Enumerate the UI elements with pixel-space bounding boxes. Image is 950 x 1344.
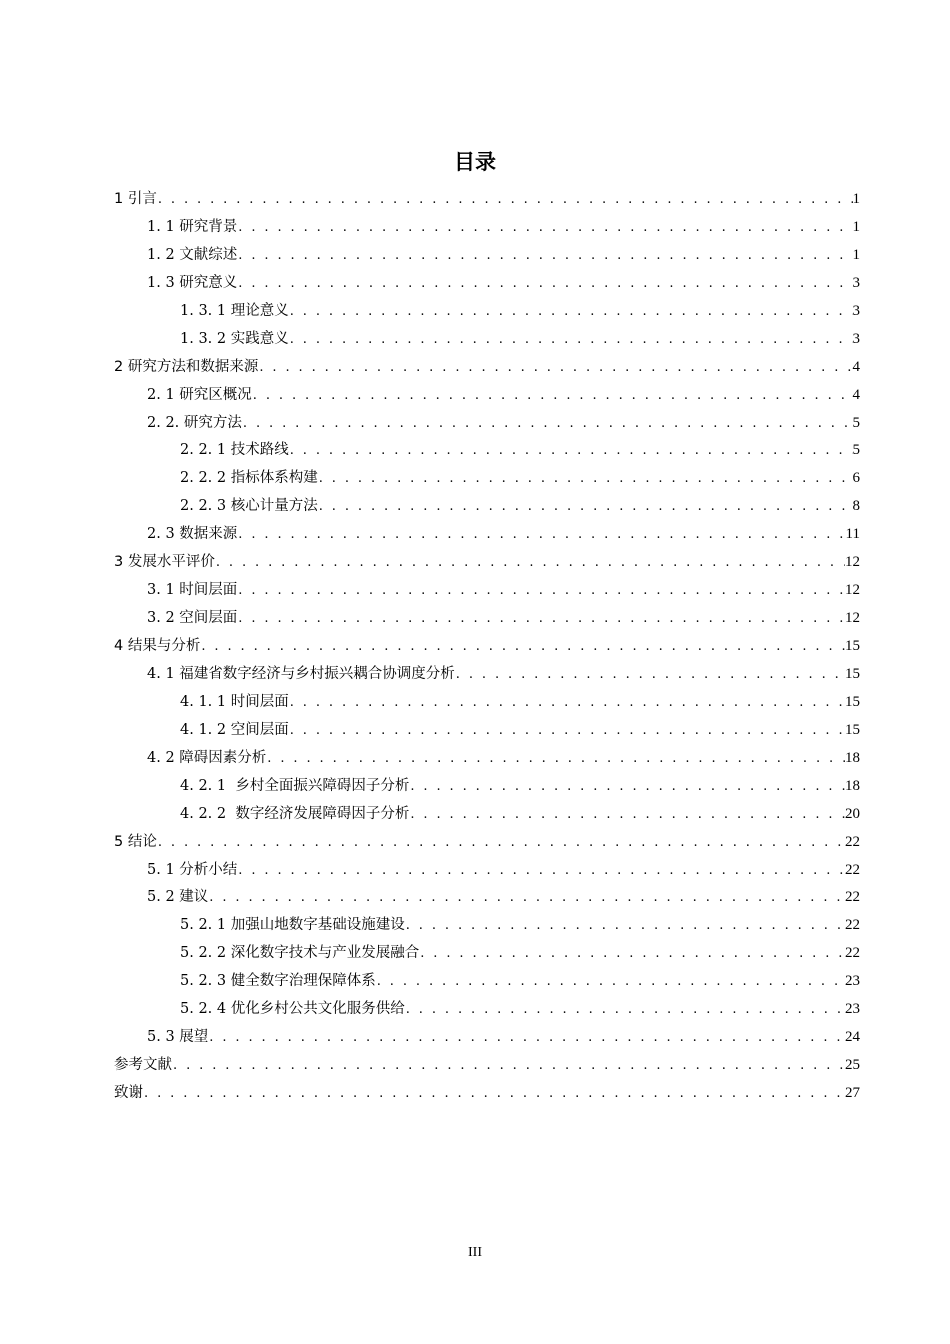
toc-entry[interactable] [114,801,860,829]
toc-entry-label: 5. 1 分析小结 [147,861,238,878]
dot-leader [172,1052,845,1080]
toc-entry[interactable] [114,717,860,745]
toc-entry-label: 5. 2. 1 加强山地数字基础设施建设 [180,917,405,934]
toc-entry-page: 1 [852,246,860,263]
toc-entry-page: 20 [845,805,860,822]
toc-entry-page: 18 [845,749,860,766]
toc-entry[interactable] [114,242,860,270]
toc-entry-label: 2 研究方法和数据来源 [114,358,259,375]
dot-leader [252,382,853,410]
toc-entry[interactable] [114,1052,860,1080]
toc-entry[interactable] [114,437,860,465]
table-of-contents [114,186,860,1108]
toc-entry-label: 2. 2. 1 技术路线 [180,442,289,459]
dot-leader [237,214,852,242]
toc-entry-label: 4. 1. 1 时间层面 [180,693,289,710]
toc-entry-page: 22 [845,861,860,878]
toc-entry-label: 4. 2 障碍因素分析 [147,749,267,766]
toc-entry-label: 3. 2 空间层面 [147,610,238,627]
toc-entry[interactable] [114,270,860,298]
toc-entry[interactable] [114,829,860,857]
toc-entry-page: 12 [845,582,860,599]
toc-entry[interactable] [114,410,860,438]
dot-leader [242,410,853,438]
toc-entry-label: 3. 1 时间层面 [147,582,238,599]
toc-entry-page: 24 [845,1029,860,1046]
toc-entry[interactable] [114,633,860,661]
toc-entry[interactable] [114,912,860,940]
toc-entry[interactable] [114,549,860,577]
toc-entry-page: 6 [852,470,860,487]
dot-leader [405,996,845,1024]
toc-entry[interactable] [114,884,860,912]
dot-leader [409,801,845,829]
toc-entry-label: 2. 2. 研究方法 [147,414,242,431]
toc-entry-page: 22 [845,917,860,934]
toc-entry-label: 4 结果与分析 [114,638,201,654]
toc-entry-label: 5. 3 展望 [147,1029,209,1046]
toc-entry[interactable] [114,1080,860,1108]
toc-entry[interactable] [114,968,860,996]
dot-leader [289,298,853,326]
toc-entry[interactable] [114,605,860,633]
toc-entry[interactable] [114,521,860,549]
dot-leader [143,1080,845,1108]
toc-entry[interactable] [114,382,860,410]
toc-entry-page: 5 [852,414,860,431]
toc-entry-page: 3 [852,274,860,291]
toc-entry[interactable] [114,354,860,382]
toc-entry[interactable] [114,661,860,689]
toc-entry-label: 1. 3. 1 理论意义 [180,302,289,319]
toc-entry-page: 15 [845,665,860,682]
dot-leader [455,661,845,689]
toc-entry-page: 3 [852,302,860,319]
toc-entry-label: 4. 1 福建省数字经济与乡村振兴耦合协调度分析 [147,665,455,682]
toc-entry-page: 15 [845,693,860,710]
toc-entry-page: 1 [852,191,860,207]
toc-entry-page: 15 [845,721,860,738]
toc-entry-page: 15 [845,638,860,654]
dot-leader [289,326,853,354]
toc-entry-page: 4 [852,386,860,403]
toc-entry-page: 4 [852,358,860,375]
toc-entry[interactable] [114,186,860,214]
toc-entry[interactable] [114,214,860,242]
dot-leader [419,940,845,968]
dot-leader [405,912,845,940]
toc-entry-label: 4. 1. 2 空间层面 [180,721,289,738]
toc-entry-label: 1. 2 文献综述 [147,246,238,263]
toc-entry-page: 23 [845,973,860,990]
toc-entry-page: 23 [845,1001,860,1018]
toc-entry-page: 8 [852,498,860,515]
toc-entry-label: 4. 2. 2 数字经济发展障碍因子分析 [180,805,410,822]
toc-entry-label: 2. 2. 3 核心计量方法 [180,498,318,515]
dot-leader [237,242,852,270]
toc-entry-page: 3 [852,330,860,347]
toc-entry-page: 22 [845,945,860,962]
dot-leader [208,1024,845,1052]
toc-entry-page: 1 [852,218,860,235]
dot-leader [237,605,845,633]
toc-entry[interactable] [114,1024,860,1052]
toc-entry-label: 5. 2 建议 [147,889,209,906]
page-title: 目录 [454,150,496,174]
dot-leader [289,689,845,717]
toc-entry-label: 5 结论 [114,833,157,850]
toc-entry-page: 27 [845,1085,860,1101]
dot-leader [376,968,845,996]
dot-leader [409,773,845,801]
toc-entry[interactable] [114,773,860,801]
toc-entry-page: 11 [845,526,860,543]
toc-entry-page: 5 [852,442,860,459]
toc-entry[interactable] [114,996,860,1024]
toc-entry[interactable] [114,857,860,885]
toc-entry[interactable] [114,689,860,717]
toc-entry-label: 5. 2. 4 优化乡村公共文化服务供给 [180,1001,405,1018]
dot-leader [289,437,853,465]
toc-entry[interactable] [114,745,860,773]
toc-entry-label: 参考文献 [114,1057,172,1074]
dot-leader [318,465,853,493]
dot-leader [258,354,852,382]
dot-leader [237,270,852,298]
toc-entry-page: 22 [845,889,860,906]
dot-leader [266,745,845,773]
page-number: III [468,1245,482,1260]
toc-entry-label: 2. 3 数据来源 [147,526,238,543]
toc-entry-label: 2. 1 研究区概况 [147,386,252,403]
toc-entry[interactable] [114,298,860,326]
dot-leader [200,633,845,661]
toc-entry-page: 18 [845,777,860,794]
dot-leader [237,857,845,885]
toc-entry[interactable] [114,940,860,968]
dot-leader [157,829,845,857]
toc-entry-label: 1. 1 研究背景 [147,218,238,235]
dot-leader [318,493,853,521]
toc-entry[interactable] [114,465,860,493]
toc-entry-label: 5. 2. 3 健全数字治理保障体系 [180,973,376,990]
toc-entry-label: 1. 3 研究意义 [147,274,238,291]
toc-entry-label: 致谢 [114,1085,143,1101]
toc-entry[interactable] [114,493,860,521]
toc-entry-label: 3 发展水平评价 [114,554,215,571]
toc-entry-label: 4. 2. 1 乡村全面振兴障碍因子分析 [180,777,410,794]
toc-entry-label: 5. 2. 2 深化数字技术与产业发展融合 [180,945,420,962]
toc-entry-page: 12 [845,554,860,571]
toc-entry-label: 1. 3. 2 实践意义 [180,330,289,347]
toc-entry-label: 2. 2. 2 指标体系构建 [180,470,318,487]
toc-entry-page: 22 [845,833,860,850]
dot-leader [289,717,845,745]
toc-entry[interactable] [114,326,860,354]
dot-leader [237,577,845,605]
dot-leader [215,549,845,577]
dot-leader [237,521,845,549]
dot-leader [208,884,845,912]
dot-leader [157,186,853,214]
toc-entry[interactable] [114,577,860,605]
toc-entry-label: 1 引言 [114,191,157,207]
toc-entry-page: 25 [845,1057,860,1074]
toc-entry-page: 12 [845,610,860,627]
